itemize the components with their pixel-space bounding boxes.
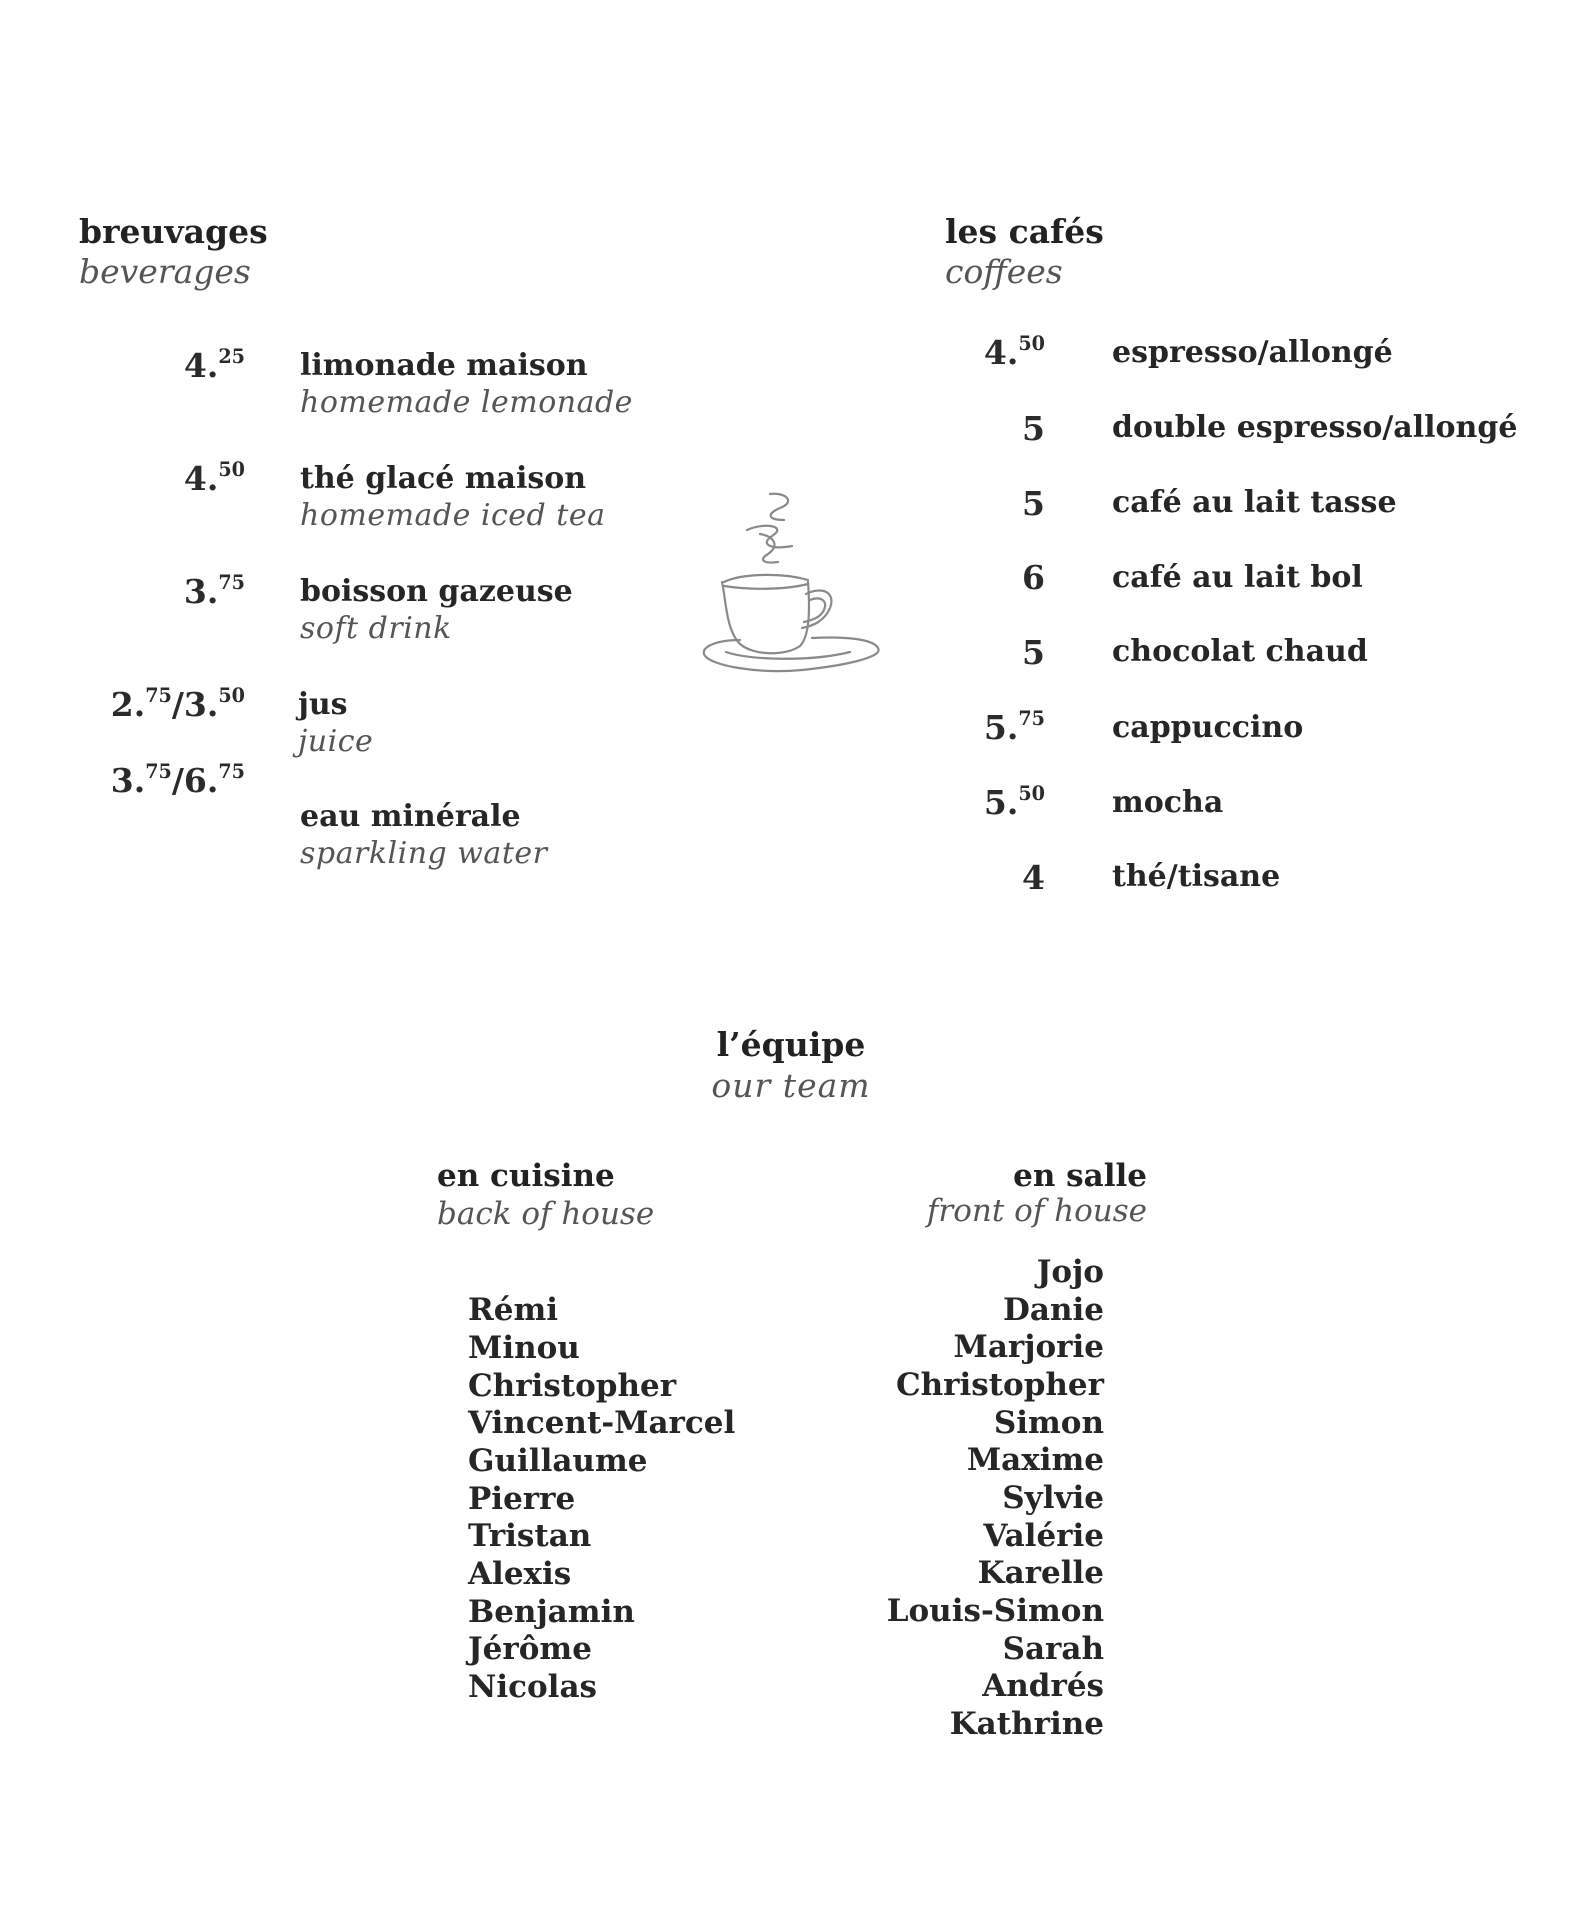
staff-name: Tristan bbox=[468, 1518, 592, 1554]
coffees-subtitle: coffees bbox=[945, 252, 1063, 291]
beverage-name: thé glacé maison bbox=[300, 461, 587, 496]
coffee-name: café au lait bol bbox=[1112, 560, 1363, 595]
staff-name: Christopher bbox=[468, 1368, 677, 1404]
beverage-name-en: homemade lemonade bbox=[300, 385, 633, 420]
staff-name: Christopher bbox=[895, 1367, 1104, 1403]
coffee-price: 5.75 bbox=[983, 707, 1045, 747]
coffee-price: 4 bbox=[1022, 857, 1045, 897]
staff-name: Marjorie bbox=[953, 1329, 1104, 1365]
beverage-name: boisson gazeuse bbox=[300, 574, 573, 609]
coffee-name: espresso/allongé bbox=[1112, 335, 1393, 370]
staff-name: Guillaume bbox=[468, 1443, 648, 1479]
beverage-name-en: juice bbox=[298, 724, 374, 759]
beverage-name-en: sparkling water bbox=[300, 836, 548, 871]
beverage-name-en: soft drink bbox=[300, 611, 452, 646]
team-subtitle: our team bbox=[711, 1066, 871, 1105]
coffee-price: 4.50 bbox=[983, 332, 1045, 372]
staff-name: Simon bbox=[993, 1405, 1104, 1441]
staff-name: Valérie bbox=[983, 1518, 1104, 1554]
staff-name: Sylvie bbox=[1002, 1480, 1104, 1516]
staff-name: Alexis bbox=[468, 1556, 572, 1592]
beverage-price: 3.75 bbox=[183, 571, 245, 611]
coffee-price: 5 bbox=[1022, 632, 1045, 672]
staff-name: Minou bbox=[468, 1330, 580, 1366]
staff-name: Louis-Simon bbox=[886, 1593, 1104, 1629]
staff-name: Vincent-Marcel bbox=[468, 1405, 736, 1441]
back-of-house-subtitle: back of house bbox=[437, 1196, 655, 1232]
coffee-cup-icon bbox=[700, 490, 890, 680]
staff-name: Kathrine bbox=[949, 1706, 1104, 1742]
coffee-name: chocolat chaud bbox=[1112, 634, 1368, 669]
coffee-price: 5.50 bbox=[983, 782, 1045, 822]
staff-name: Danie bbox=[1002, 1292, 1104, 1328]
beverages-title: breuvages bbox=[79, 212, 268, 251]
team-title: l’équipe bbox=[716, 1025, 866, 1064]
back-of-house-title: en cuisine bbox=[437, 1158, 615, 1194]
coffee-name: café au lait tasse bbox=[1112, 485, 1397, 520]
coffee-name: double espresso/allongé bbox=[1112, 410, 1518, 445]
staff-name: Jérôme bbox=[468, 1631, 592, 1667]
staff-name: Andrés bbox=[982, 1668, 1104, 1704]
front-of-house-subtitle: front of house bbox=[926, 1193, 1147, 1229]
staff-name: Rémi bbox=[468, 1292, 559, 1328]
beverage-name: eau minérale bbox=[300, 799, 521, 834]
beverages-subtitle: beverages bbox=[79, 252, 251, 291]
beverage-name: jus bbox=[298, 687, 348, 722]
staff-name: Benjamin bbox=[468, 1594, 635, 1630]
staff-name: Sarah bbox=[1002, 1631, 1104, 1667]
staff-name: Maxime bbox=[966, 1442, 1104, 1478]
coffee-name: cappuccino bbox=[1112, 710, 1304, 745]
beverage-name: limonade maison bbox=[300, 348, 588, 383]
beverage-price: 2.75/3.50 bbox=[110, 684, 245, 724]
beverage-name-en: homemade iced tea bbox=[300, 498, 606, 533]
staff-name: Jojo bbox=[1036, 1254, 1104, 1290]
beverage-price: 4.25 bbox=[183, 345, 245, 385]
beverage-price: 4.50 bbox=[183, 458, 245, 498]
coffee-name: thé/tisane bbox=[1112, 859, 1281, 894]
coffee-price: 5 bbox=[1022, 483, 1045, 523]
coffees-title: les cafés bbox=[945, 212, 1104, 251]
staff-name: Nicolas bbox=[468, 1669, 597, 1705]
beverage-price: 3.75/6.75 bbox=[110, 760, 245, 800]
coffee-price: 5 bbox=[1022, 408, 1045, 448]
staff-name: Karelle bbox=[977, 1555, 1104, 1591]
coffee-price: 6 bbox=[1022, 557, 1045, 597]
coffee-name: mocha bbox=[1112, 785, 1224, 820]
front-of-house-title: en salle bbox=[1013, 1158, 1147, 1194]
staff-name: Pierre bbox=[468, 1481, 576, 1517]
